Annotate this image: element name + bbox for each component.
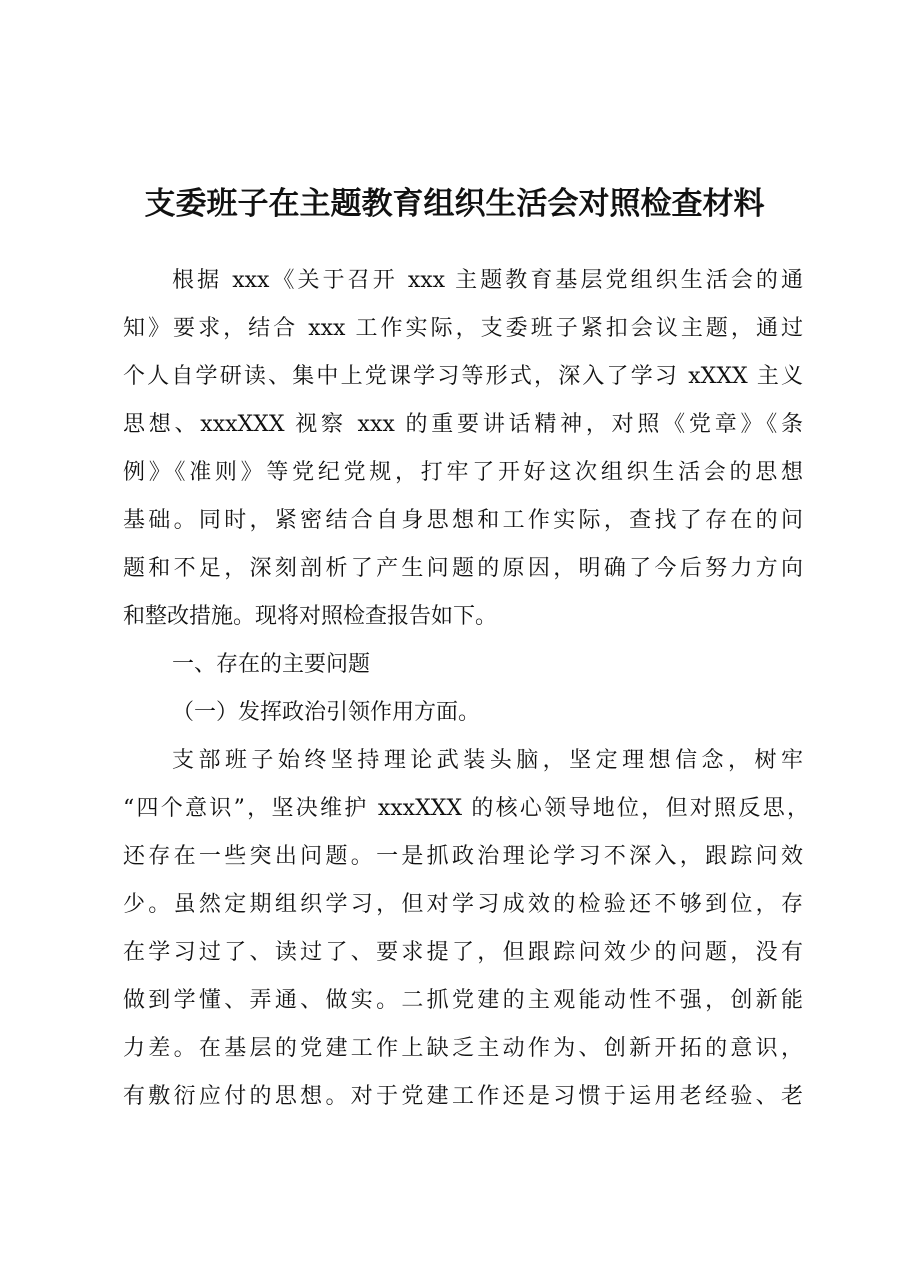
paragraph-line: 有敷衍应付的思想。对于党建工作还是习惯于运用老经验、老: [123, 1084, 803, 1109]
paragraph-line: 在学习过了、读过了、要求提了，但跟踪问效少的问题，没有: [123, 940, 803, 965]
paragraph-line: 支部班子始终坚持理论武装头脑，坚定理想信念，树牢: [172, 748, 803, 773]
paragraph-line: 基础。同时，紧密结合自身思想和工作实际，查找了存在的问: [123, 508, 803, 533]
paragraph-line: “四个意识”，坚决维护 xxxXXX 的核心领导地位，但对照反思，: [123, 796, 809, 821]
paragraph-line: 还存在一些突出问题。一是抓政治理论学习不深入，跟踪问效: [123, 844, 803, 869]
paragraph-line: 思想、xxxXXX 视察 xxx 的重要讲话精神，对照《党章》《条: [123, 412, 803, 437]
paragraph-line: 和整改措施。现将对照检查报告如下。: [123, 604, 498, 629]
paragraph-line: 做到学懂、弄通、做实。二抓党建的主观能动性不强，创新能: [123, 988, 803, 1013]
subsection-heading: （一）发挥政治引领作用方面。: [172, 700, 481, 725]
paragraph-line: 根据 xxx《关于召开 xxx 主题教育基层党组织生活会的通: [172, 268, 803, 293]
paragraph-line: 个人自学研读、集中上党课学习等形式，深入了学习 xXXX 主义: [123, 364, 803, 389]
paragraph-line: 知》要求，结合 xxx 工作实际，支委班子紧扣会议主题，通过: [123, 316, 803, 341]
paragraph-line: 力差。在基层的党建工作上缺乏主动作为、创新开拓的意识，: [123, 1036, 803, 1061]
document-title: 支委班子在主题教育组织生活会对照检查材料: [144, 186, 765, 222]
paragraph-line: 例》《准则》等党纪党规，打牢了开好这次组织生活会的思想: [123, 460, 803, 485]
paragraph-line: 题和不足，深刻剖析了产生问题的原因，明确了今后努力方向: [123, 556, 803, 581]
section-heading: 一、存在的主要问题: [172, 652, 371, 677]
paragraph-line: 少。虽然定期组织学习，但对学习成效的检验还不够到位，存: [123, 892, 803, 917]
